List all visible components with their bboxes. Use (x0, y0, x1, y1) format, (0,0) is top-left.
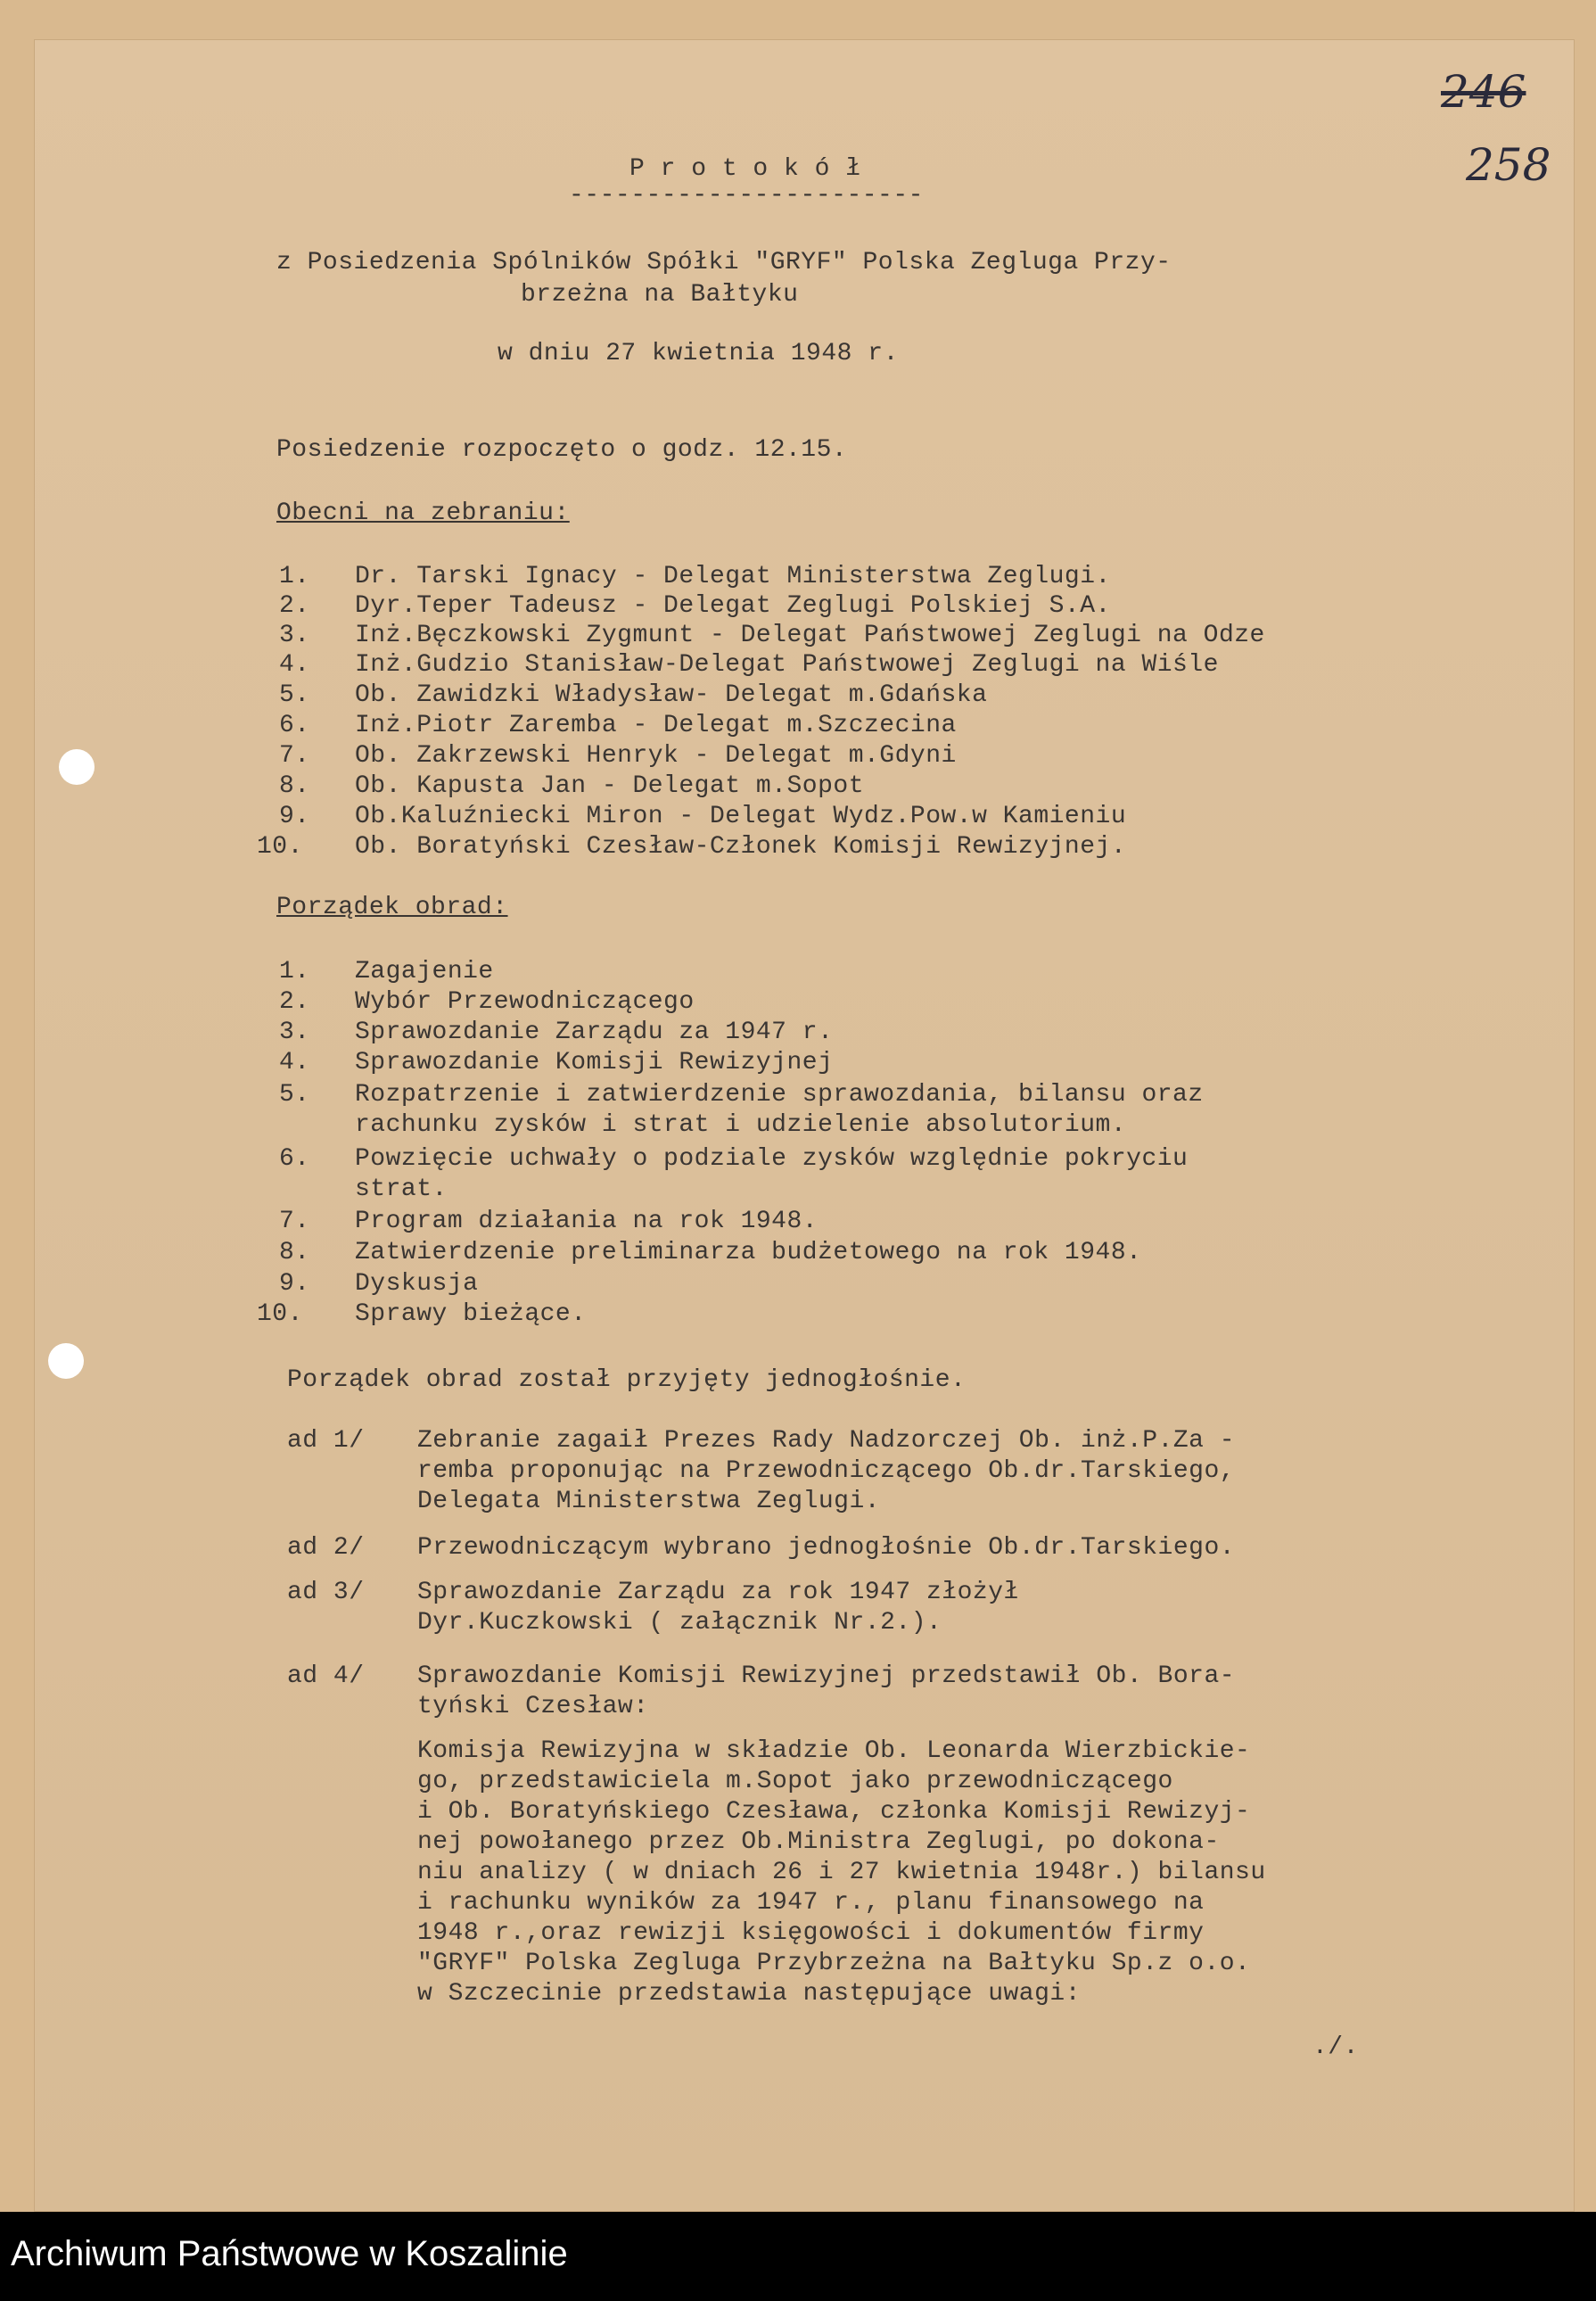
item-number: 2. (279, 592, 310, 620)
item-number: 9. (279, 803, 310, 830)
ad-text: Dyr.Kuczkowski ( załącznik Nr.2.). (417, 1609, 942, 1637)
ad-label: ad 4/ (287, 1662, 365, 1690)
item-text: Rozpatrzenie i zatwierdzenie sprawozdania, bilansu oraz (355, 1081, 1204, 1109)
item-text: Ob. Zawidzki Władysław- Delegat m.Gdańska (355, 681, 988, 709)
item-number: 4. (279, 651, 310, 679)
ad-label: ad 3/ (287, 1579, 365, 1606)
item-text: Zatwierdzenie preliminarza budżetowego na rok 1948. (355, 1239, 1142, 1266)
item-number: 9. (279, 1270, 310, 1298)
agenda-accepted: Porządek obrad został przyjęty jednogłośnie. (287, 1366, 967, 1394)
item-text: Dr. Tarski Ignacy - Delegat Ministerstwa Zeglugi. (355, 563, 1111, 590)
item-text: Inż.Gudzio Stanisław-Delegat Państwowej Zeglugi na Wiśle (355, 651, 1219, 679)
item-number: 5. (279, 1081, 310, 1109)
ad-text: Sprawozdanie Zarządu za rok 1947 złożył (417, 1579, 1019, 1606)
punch-hole-top (59, 749, 95, 785)
item-text: Program działania na rok 1948. (355, 1208, 819, 1235)
item-number: 10. (257, 1300, 303, 1328)
item-text: Zagajenie (355, 958, 494, 986)
paragraph-line: 1948 r.,oraz rewizji księgowości i dokumentów firmy (417, 1919, 1205, 1947)
item-number: 7. (279, 742, 310, 770)
attendees-heading: Obecni na zebraniu: (276, 499, 570, 527)
item-text-cont: rachunku zysków i strat i udzielenie absolutorium. (355, 1111, 1127, 1139)
ad-text: Delegata Ministerstwa Zeglugi. (417, 1488, 881, 1515)
item-text-cont: strat. (355, 1175, 448, 1203)
item-text: Sprawozdanie Zarządu za 1947 r. (355, 1019, 834, 1046)
item-text: Ob. Kapusta Jan - Delegat m.Sopot (355, 772, 864, 800)
item-number: 10. (257, 833, 303, 861)
continuation-mark: ./. (1312, 2033, 1359, 2061)
ad-label: ad 1/ (287, 1427, 365, 1455)
paragraph-line: "GRYF" Polska Zegluga Przybrzeżna na Bałtyku Sp.z o.o. (417, 1950, 1251, 1977)
item-text: Ob.Kaluźniecki Miron - Delegat Wydz.Pow.w Kamieniu (355, 803, 1127, 830)
meeting-date: w dniu 27 kwietnia 1948 r. (498, 340, 899, 367)
page-number: 258 (1466, 139, 1551, 191)
item-number: 8. (279, 1239, 310, 1266)
item-text: Wybór Przewodniczącego (355, 988, 695, 1016)
agenda-heading: Porządek obrad: (276, 894, 508, 921)
paragraph-line: niu analizy ( w dniach 26 i 27 kwietnia 1948r.) bilansu (417, 1859, 1266, 1886)
item-text: Inż.Piotr Zaremba - Delegat m.Szczecina (355, 712, 957, 739)
archive-footer (0, 2212, 1596, 2301)
item-text: Inż.Bęczkowski Zygmunt - Delegat Państwowej Zeglugi na Odze (355, 622, 1265, 649)
item-number: 3. (279, 622, 310, 649)
ad-text: Sprawozdanie Komisji Rewizyjnej przedstawił Ob. Bora- (417, 1662, 1236, 1690)
paragraph-line: Komisja Rewizyjna w składzie Ob. Leonarda Wierzbickie- (417, 1737, 1251, 1765)
item-number: 2. (279, 988, 310, 1016)
paragraph-line: i Ob. Boratyńskiego Czesława, członka Komisji Rewizyj- (417, 1798, 1251, 1826)
ad-text: Zebranie zagaił Prezes Rady Nadzorczej Ob. inż.P.Za - (417, 1427, 1236, 1455)
item-text: Powzięcie uchwały o podziale zysków względnie pokryciu (355, 1145, 1189, 1173)
page-number-struck: 246 (1441, 66, 1526, 118)
item-number: 4. (279, 1049, 310, 1076)
ad-text: tyński Czesław: (417, 1693, 649, 1720)
item-number: 6. (279, 712, 310, 739)
item-text: Sprawozdanie Komisji Rewizyjnej (355, 1049, 834, 1076)
item-text: Sprawy bieżące. (355, 1300, 587, 1328)
item-number: 6. (279, 1145, 310, 1173)
item-number: 8. (279, 772, 310, 800)
ad-text: Przewodniczącym wybrano jednogłośnie Ob.dr.Tarskiego. (417, 1534, 1236, 1562)
subtitle-line-2: brzeżna na Bałtyku (521, 281, 799, 309)
paragraph-line: go, przedstawiciela m.Sopot jako przewodniczącego (417, 1768, 1173, 1795)
subtitle-line-1: z Posiedzenia Spólników Spółki "GRYF" Polska Zegluga Przy- (276, 249, 1172, 276)
archive-name: Archiwum Państwowe w Koszalinie (11, 2234, 568, 2273)
document-title: P r o t o k ó ł (629, 155, 861, 183)
item-text: Ob. Boratyński Czesław-Członek Komisji Rewizyjnej. (355, 833, 1127, 861)
ad-text: remba proponując na Przewodniczącego Ob.dr.Tarskiego, (417, 1457, 1236, 1485)
document-page (34, 39, 1575, 2212)
title-underline: ----------------------- (569, 182, 924, 210)
item-number: 5. (279, 681, 310, 709)
item-text: Dyskusja (355, 1270, 479, 1298)
paragraph-line: i rachunku wyników za 1947 r., planu finansowego na (417, 1889, 1205, 1917)
paragraph-line: nej powołanego przez Ob.Ministra Zeglugi, po dokona- (417, 1828, 1220, 1856)
item-number: 7. (279, 1208, 310, 1235)
ad-label: ad 2/ (287, 1534, 365, 1562)
paragraph-line: w Szczecinie przedstawia następujące uwagi: (417, 1980, 1082, 2008)
meeting-start: Posiedzenie rozpoczęto o godz. 12.15. (276, 436, 848, 464)
item-number: 1. (279, 958, 310, 986)
item-text: Ob. Zakrzewski Henryk - Delegat m.Gdyni (355, 742, 957, 770)
item-number: 1. (279, 563, 310, 590)
punch-hole-bottom (48, 1343, 84, 1379)
item-number: 3. (279, 1019, 310, 1046)
item-text: Dyr.Teper Tadeusz - Delegat Zeglugi Polskiej S.A. (355, 592, 1111, 620)
